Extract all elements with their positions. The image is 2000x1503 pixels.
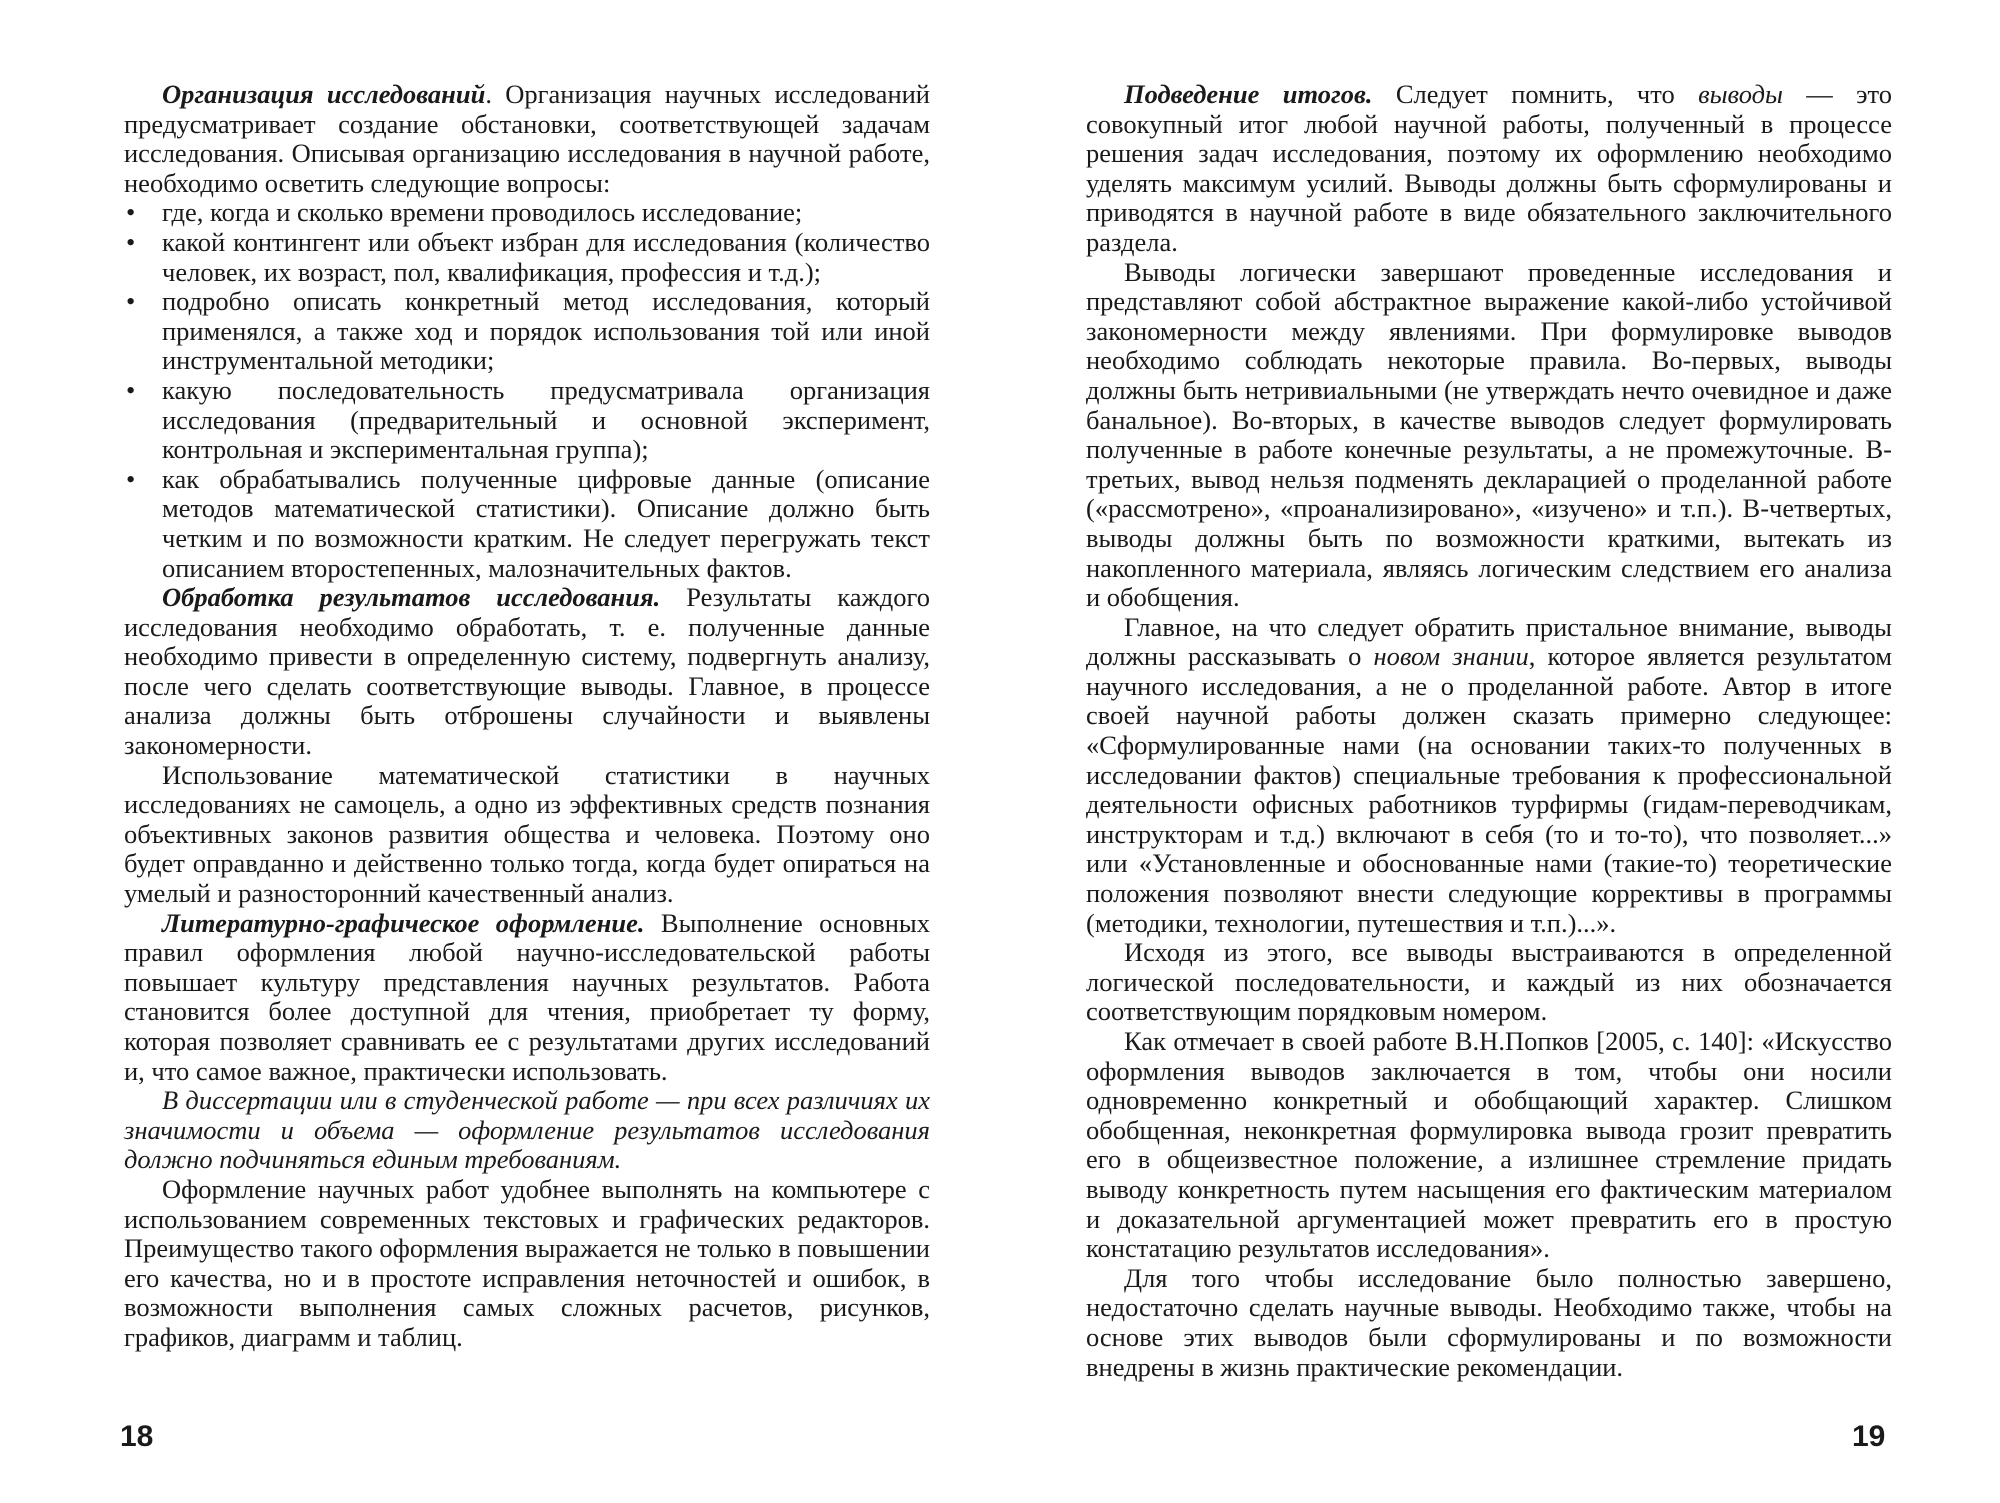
paragraph-dissertation: В диссертации или в студенческой работе — при всех различиях их значимости и объема — оформление результатов исследования должно подчиняться единым требованиям. <box>124 1085 930 1175</box>
list-item-text: какой контингент или объект избран для исследования (количество человек, их возраст, пол, квалификация, профессия и т.д.); <box>162 226 930 287</box>
list-item-text: какую последовательность предусматривала организация исследования (предварительный и основной эксперимент, контрольная и экспериментальная группа); <box>162 374 930 465</box>
paragraph-text: Главное, на что следует обратить пристальное внимание, выводы должны рассказывать о <box>1086 611 1892 672</box>
paragraph-text: Выполнение основных правил оформления любой научно-исследовательской работы повышает культуру представления научных результатов. Работа становится более доступной для чтения, приобретает ту форму, которая позволяет сравнивать ее с результатами других исследований и, что самое важное, практически использовать. <box>124 907 930 1086</box>
paragraph-popkov-quote: Как отмечает в своей работе В.Н.Попков [2005, с. 140]: «Искусство оформления выводов заключается в том, чтобы они носили одновременно конкретный и обобщающий характер. Слишком обобщенная, неконкретная формулировка вывода грозит превратить его в общеизвестное положение, а излишнее стремление придать выводу конкретность путем насыщения его фактическим материалом и доказательной аргументацией может превратить его в простую констатацию результатов исследования». <box>1086 1026 1892 1264</box>
list-item-text: подробно описать конкретный метод исследования, который применялся, а также ход и порядок использования той или иной инструментальной методики; <box>162 286 930 376</box>
paragraph-text: Следует помнить, что <box>1372 79 1699 109</box>
bullet-icon: • <box>126 463 136 494</box>
list-item-text: как обрабатывались полученные цифровые данные (описание методов математической статистики). Описание должно быть четким и по возможности кратким. Не следует перегружать текст описанием второстепенных, малозначительных фактов. <box>162 463 930 583</box>
paragraph-computer: Оформление научных работ удобнее выполнять на компьютере с использованием современных текстовых и графических редакторов. Преимущество такого оформления выражается не только в повышении его качества, но и в простоте исправления неточностей и ошибок, в возможности выполнения самых сложных расчетов, рисунков, графиков, диаграмм и таблиц. <box>124 1173 930 1352</box>
page-number-left: 18 <box>120 1420 154 1453</box>
paragraph-conclusions-rules: Выводы логически завершают проведенные исследования и представляют собой абстрактное выражение какой-либо устойчивой закономерности между явлениями. При формулировке выводов необходимо соблюдать некоторые правила. Во-первых, выводы должны быть нетривиальными (не утверждать нечто очевидное и даже банальное). Во-вторых, в качестве выводов следует формулировать полученные в работе конечные результаты, а не промежуточные. В-третьих, вывод нельзя подменять декларацией о проделанной работе («рассмотрено», «проанализировано», «изучено» и т.п.). В-четвертых, выводы должны быть по возможности краткими, вытекать из накопленного материала, являясь логическим следствием его анализа и обобщения. <box>1086 256 1892 613</box>
paragraph-recommendations: Для того чтобы исследование было полностью завершено, недостаточно сделать научные выводы. Необходимо также, чтобы на основе этих выводов были сформулированы и по возможности внедрены в жизнь практические рекомендации. <box>1086 1262 1892 1382</box>
paragraph-statistics: Использование математической статистики в научных исследованиях не самоцель, а одно из эффективных средств познания объективных законов развития общества и человека. Поэтому оно будет оправданно и действенно только тогда, когда будет опираться на умелый и разносторонний качественный анализ. <box>124 759 930 909</box>
bullet-icon: • <box>126 286 136 317</box>
heading-organization: Организация исследований <box>162 79 486 109</box>
list-item <box>124 465 930 583</box>
paragraph-text: , которое является результатом научного исследования, а не о проделанной работе. Автор в итоге своей научной работы должен сказать примерно следующее: «Сформулированные нами (на основании таких-то полученных в исследовании фактов) специальные требования к профессиональной деятельности офисных работников турфирмы (гидам-переводчикам, инструкторам и т.д.) включают в себя (то и то-то), что позволяет...» или «Установленные и обоснованные нами (такие-то) теоретические положения позволяют внести следующие коррективы в программы (методики, технологии, путешествия и т.п.)...». <box>1086 641 1892 938</box>
paragraph-text: — это совокупный итог любой научной работы, полученный в процессе решения задач исследования, поэтому их оформлению необходимо уделять максимум усилий. Выводы должны быть сформулированы и приводятся в научной работе в виде обязательного заключительного раздела. <box>1086 79 1893 257</box>
paragraph-summary <box>1086 80 1892 258</box>
paragraph-text: Результаты каждого исследования необходимо обработать, т. е. полученные данные необходимо привести в определенную систему, подвергнуть анализу, после чего сделать соответствующие выводы. Главное, в процессе анализа должны быть отброшены случайности и выявлены закономерности. <box>124 582 930 761</box>
list-item-text: где, когда и сколько времени проводилось исследование; <box>162 197 803 228</box>
list-item <box>124 198 930 228</box>
left-page <box>124 80 930 1353</box>
heading-summary: Подведение итогов. <box>1124 79 1373 109</box>
paragraph-text: . Организация научных исследований предусматривает создание обстановки, соответствующей задачам исследования. Описывая организацию исследования в научной работе, необходимо осветить следующие вопросы: <box>124 79 930 198</box>
list-item <box>124 228 930 287</box>
list-item <box>124 376 930 465</box>
list-item <box>124 287 930 376</box>
bullet-icon: • <box>126 197 136 228</box>
emphasis-text: выводы <box>1698 79 1783 109</box>
paragraph-processing <box>124 583 930 761</box>
right-page <box>1086 80 1892 1382</box>
paragraph-new-knowledge <box>1086 613 1892 939</box>
heading-processing: Обработка результатов исследования. <box>162 582 661 613</box>
paragraph-organization <box>124 80 930 198</box>
page-number-right: 19 <box>1852 1420 1886 1453</box>
paragraph-sequence: Исходя из этого, все выводы выстраиваются в определенной логической последовательности, и каждый из них обозначается соответствующим порядковым номером. <box>1086 937 1892 1027</box>
paragraph-formatting <box>124 909 930 1087</box>
bullet-icon: • <box>126 374 136 405</box>
bullet-icon: • <box>126 226 136 257</box>
questions-list <box>124 198 930 583</box>
emphasis-text: новом знании <box>1373 641 1529 672</box>
heading-formatting: Литературно-графическое оформление. <box>162 907 645 938</box>
